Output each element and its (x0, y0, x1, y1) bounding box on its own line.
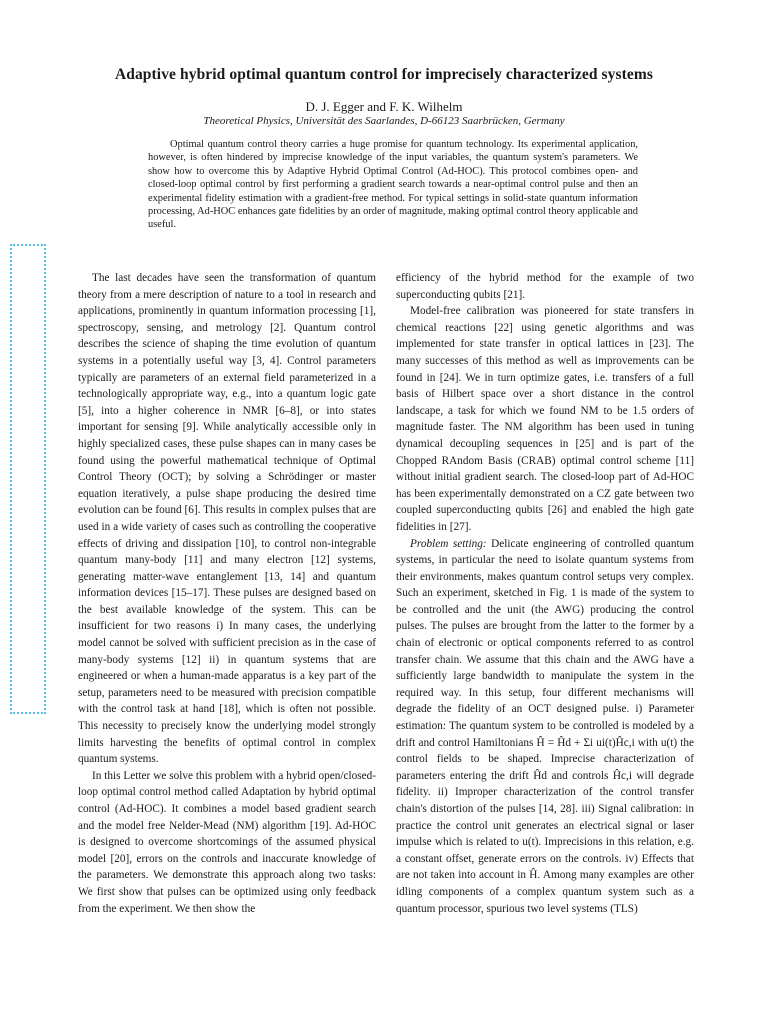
right-paragraph-1: efficiency of the hybrid method for the example of two superconducting qubits [21]. (396, 272, 694, 301)
left-paragraph-2: In this Letter we solve this problem with a hybrid open/closed-loop optimal control method called Adaptation by hybrid optimal control (Ad-HOC). It combines a model based gradient search and the model free Nelder-Mead (NM) algorithm [19]. Ad-HOC is designed to overcome shortcomings of the assumed physical model [20], errors on the controls and inaccurate knowledge of the parameters. We demonstrate this approach along two tasks: We first show that pulses can be optimized using only feedback from the experiment. We then show the (78, 769, 376, 915)
paper-affiliation: Theoretical Physics, Universität des Saarlandes, D-66123 Saarbrücken, Germany (203, 115, 565, 127)
problem-setting-text: Delicate engineering of controlled quantum systems, in particular the need to isolate quantum systems from their environments, makes quantum control setups very complex. Such an experiment, sketched in Fig. 1 is made of the system to be controlled and the unit (the AWG) producing the control pulses. The pulses are brought from the latter to the former by a chain of electronic or optical components referred to as control transfer chain. We assume that this chain and the AWG have a sufficiently large bandwidth to manipulate the system in the required way. In this setup, four different mechanisms will degrade the fidelity of an OCT designed pulse. i) Parameter estimation: The quantum system to be controlled is modeled by a drift and control Hamiltonians Ĥ = Ĥd + Σi ui(t)Ĥc,i with u(t) the control fields to be shaped. Imprecise characterization of parameters entering the drift Ĥd and controls Ĥc,i will degrade fidelity. ii) Improper characterization of the control transfer chain's distortion of the pulses [14, 28]. iii) Signal calibration: in practice the control unit generates an electrical signal or laser impulse which is related to u(t). Imprecisions in this relation, e.g. a constant offset, generate errors on the controls. iv) Effects that are not taken into account in Ĥ. Among many examples are other idling components of a complex quantum system such as a quantum processor, spurious two level systems (TLS) (396, 537, 694, 915)
paper-title: Adaptive hybrid optimal quantum control for imprecisely characterized systems (114, 66, 654, 83)
problem-setting-label: Problem setting: (410, 537, 487, 550)
right-paragraph-2: Model-free calibration was pioneered for state transfers in chemical reactions [22] using genetic algorithms and was implemented for state transfer in optical lattices in [23]. The many successes of this method as well as improvements can be found in [24]. We in turn optimize gates, i.e. transfers of a full basis of Hilbert space over a short distance in the control landscape, a task for which we found NM to be 1.5 orders of magnitude faster. The NM algorithm has been used in tuning dynamical decoupling sequences in [25] and is part of the Chopped RAndom Basis (CRAB) optimal control scheme [11] without initial gradient search. The closed-loop part of Ad-HOC has been experimentally demonstrated on a CZ gate between two coupled superconducting qubits [26] and enabled the high gate fidelities in [27]. (396, 305, 694, 533)
abstract: Optimal quantum control theory carries a huge promise for quantum technology. Its experimental application, however, is often hindered by imprecise knowledge of the input variables, the quantum system's parameters. We show how to overcome this by Adaptive Hybrid Optimal Control (Ad-HOC). This protocol combines open- and closed-loop optimal control by first performing a gradient search towards a near-optimal control pulse and then an experimental fidelity estimation with a gradient-free method. For typical settings in solid-state quantum information processing, Ad-HOC enhances gate fidelities by an order of magnitude, making optimal control theory applicable and useful. (148, 139, 638, 231)
arxiv-sidebar-stamp (10, 244, 46, 714)
left-paragraph-1: The last decades have seen the transformation of quantum theory from a mere description of nature to a tool in research and applications, prominently in quantum information processing [1], spectroscopy, sensing, and metrology [2]. Quantum control describes the science of shaping the time evolution of quantum systems in a potentially useful way [3, 4]. Control parameters typically are parameters of an external field parameterized in a technologically appropriate way, e.g., into a quantum logic gate [5], into a higher coherence in NMR [6–8], or into states important for sensing [9]. While analytically accessible only in highly specialized cases, these pulse shapes can in many cases be found using the powerful mathematical technique of Optimal Control Theory (OCT); by solving a Schrödinger or master equation iteratively, a pulse shape producing the desired time evolution can be found [6]. This results in complex pulses that are used in a wide variety of cases such as controlling the cooperative effects of driving and dissipation [10], to control non-integrable quantum many-body [11] and many electron [12] systems, generating matter-wave entanglement [13, 14] and quantum information devices [15–17]. These pulses are designed based on the best available knowledge of the system. This can be insufficient for two reasons i) In many cases, the underlying model cannot be solved with sufficient precision as in the case of many-body systems [12] ii) in quantum systems that are engineered or when a human-made apparatus is a key part of the setup, parameters need to be measured with precision compatible with the control task at hand [18], which is often not possible. This necessity to precisely know the underlying model strongly limits harvesting the benefits of optimal control in complex quantum systems. (78, 272, 376, 766)
right-paragraph-3 (396, 536, 694, 918)
right-column (396, 270, 694, 917)
paper-authors: D. J. Egger and F. K. Wilhelm (305, 99, 463, 114)
left-column (78, 270, 376, 917)
